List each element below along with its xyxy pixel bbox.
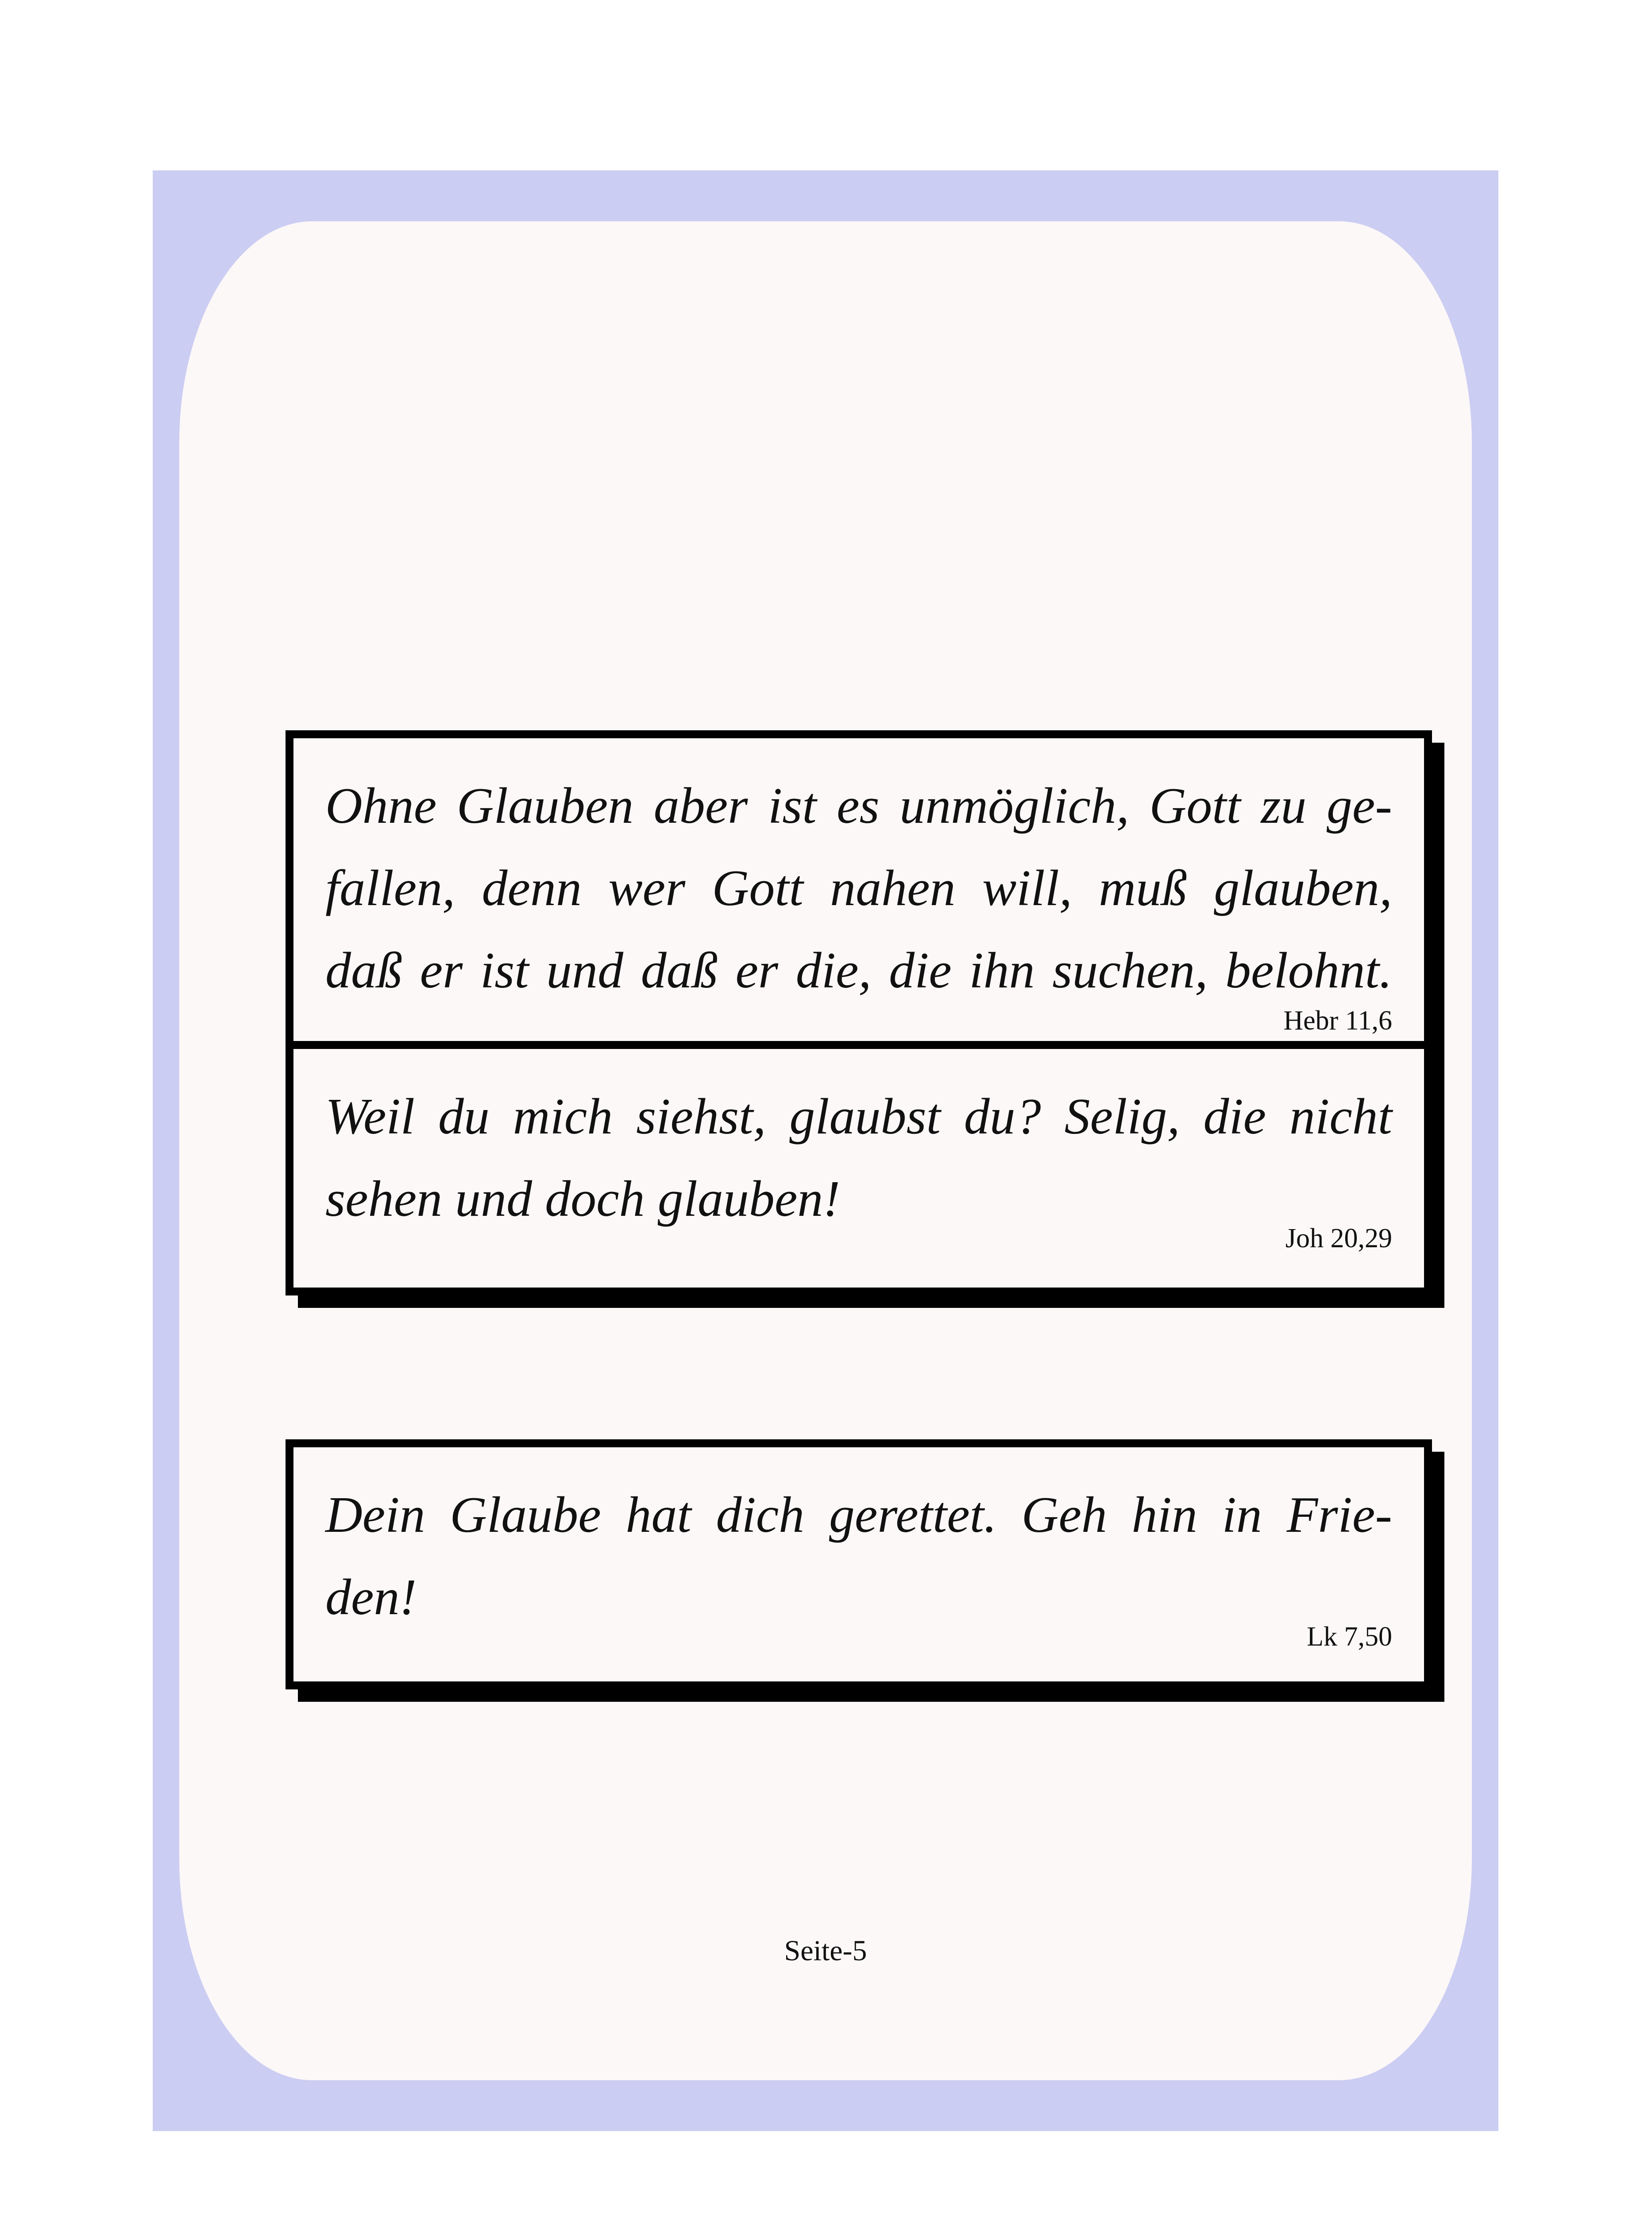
verse-line: Dein Glaube hat dich gerettet. Geh hin in Frie- bbox=[325, 1487, 1392, 1543]
verse-reference: Hebr 11,6 bbox=[1283, 1006, 1392, 1036]
verse-box-joh bbox=[286, 1041, 1432, 1295]
verse-box-hebr bbox=[286, 730, 1432, 1060]
verse-line: Weil du mich siehst, glaubst du? Selig, die nicht bbox=[325, 1088, 1392, 1145]
verse-reference: Lk 7,50 bbox=[1307, 1622, 1392, 1652]
page-frame bbox=[153, 170, 1498, 2131]
verse-reference: Joh 20,29 bbox=[1285, 1223, 1392, 1253]
verse-line: fallen, denn wer Gott nahen will, muß glauben, bbox=[325, 860, 1392, 917]
verse-box-lk bbox=[286, 1439, 1432, 1689]
page-number: Seite-5 bbox=[784, 1935, 867, 1967]
page-card bbox=[179, 221, 1472, 2080]
verse-line: sehen und doch glauben! bbox=[325, 1171, 840, 1227]
verse-line: daß er ist und daß er die, die ihn suchen, belohnt. bbox=[325, 942, 1392, 999]
verse-line: Ohne Glauben aber ist es unmöglich, Gott zu ge- bbox=[325, 778, 1392, 834]
verse-line: den! bbox=[325, 1569, 417, 1626]
